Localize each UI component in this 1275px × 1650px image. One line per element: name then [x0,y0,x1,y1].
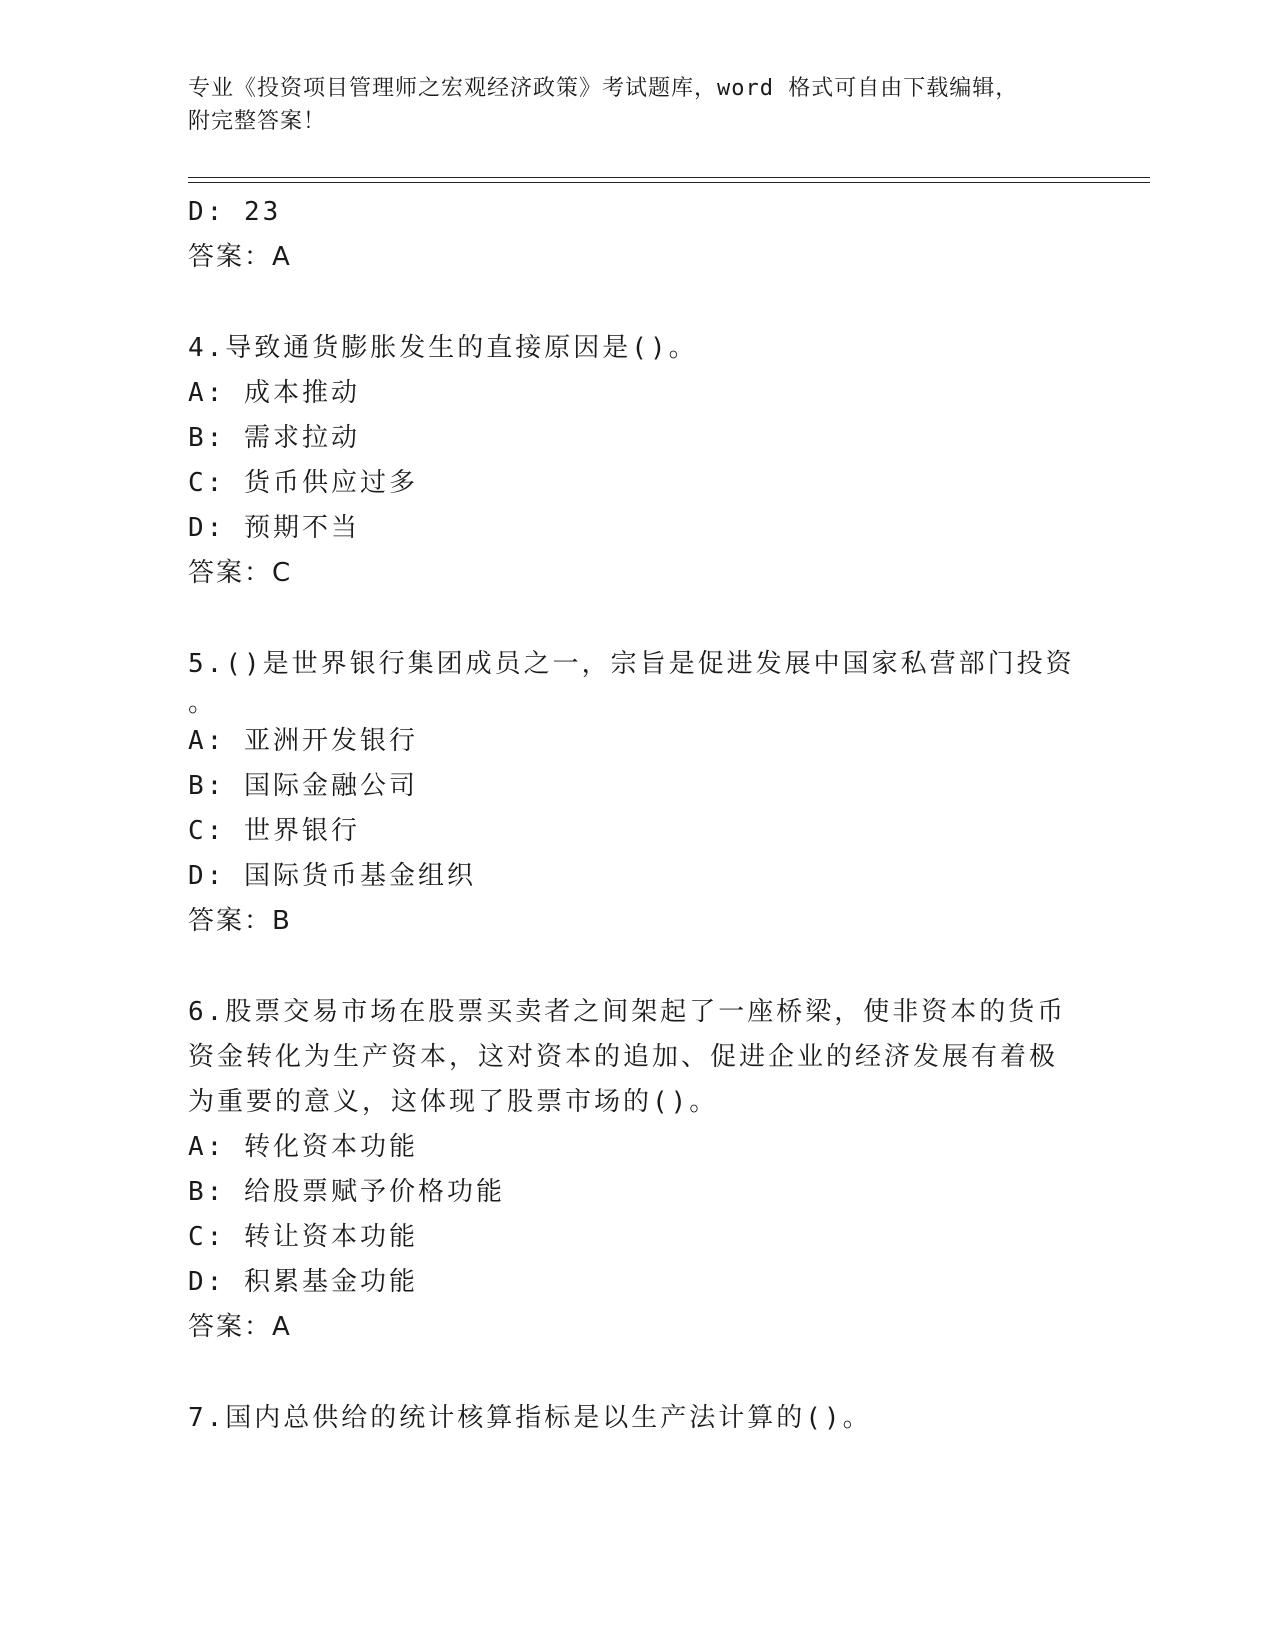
q7-stem: 7.国内总供给的统计核算指标是以生产法计算的()。 [188,1403,872,1433]
q4-option-c: C: 货币供应过多 [188,468,418,498]
q6-option-d: D: 积累基金功能 [188,1267,418,1297]
header-divider-bottom [188,182,1150,183]
q3-option-d: D: 23 [188,197,282,227]
q4-answer: 答案：C [188,558,293,588]
q5-option-b: B: 国际金融公司 [188,771,418,801]
spacer [188,944,1068,990]
q6-stem-line-3: 为重要的意义，这体现了股票市场的()。 [188,1087,719,1117]
q3-answer: 答案：A [188,242,292,272]
q6-option-b: B: 给股票赋予价格功能 [188,1177,505,1207]
q6-option-c: C: 转让资本功能 [188,1222,418,1252]
q5-option-c: C: 世界银行 [188,816,360,846]
header-line-2: 附完整答案！ [188,109,327,134]
spacer [188,596,1068,642]
question-list [188,190,1075,1441]
spacer [188,280,1068,326]
q4-option-d: D: 预期不当 [188,513,360,543]
q5-stem-line-1: 5.()是世界银行集团成员之一，宗旨是促进发展中国家私营部门投资 [188,649,1075,679]
spacer [188,1350,1068,1396]
q6-option-a: A: 转化资本功能 [188,1132,418,1162]
q4-option-b: B: 需求拉动 [188,423,360,453]
q4-stem: 4.导致通货膨胀发生的直接原因是()。 [188,333,698,363]
q5-answer: 答案：B [188,906,292,936]
header-divider-top [188,177,1150,178]
q6-answer: 答案：A [188,1312,292,1342]
q5-option-d: D: 国际货币基金组织 [188,861,476,891]
q4-option-a: A: 成本推动 [188,378,360,408]
q5-option-a: A: 亚洲开发银行 [188,726,418,756]
q6-stem-line-1: 6.股票交易市场在股票买卖者之间架起了一座桥梁，使非资本的货币 [188,997,1067,1027]
q5-stem-line-2: 。 [188,688,218,718]
q6-stem-line-2: 资金转化为生产资本，这对资本的追加、促进企业的经济发展有着极 [188,1042,1059,1072]
document-header [188,72,1068,138]
header-line-1: 专业《投资项目管理师之宏观经济政策》考试题库，word 格式可自由下载编辑， [188,76,1019,101]
